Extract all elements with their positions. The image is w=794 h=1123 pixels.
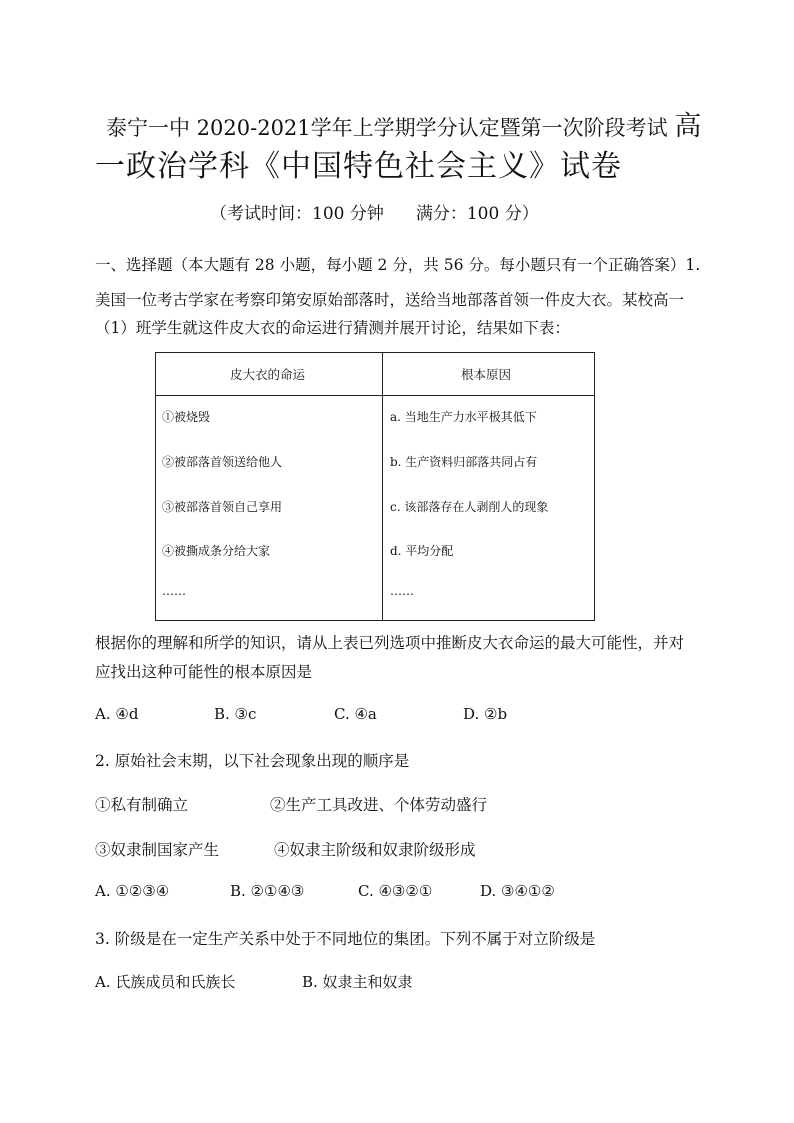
table-cell-cause: …… (390, 584, 414, 598)
table-cell-fate: ④被撕成条分给大家 (162, 544, 271, 558)
q3-option-a: A. 氏族成员和氏族长 (95, 973, 236, 991)
q3-option-b: B. 奴隶主和奴隶 (302, 973, 413, 991)
table-cell-cause: c. 该部落存在人剥削人的现象 (390, 500, 549, 514)
full-score: 满分：100 分） (415, 204, 539, 224)
table-cell-fate: ①被烧毁 (162, 410, 211, 424)
q2-option-b: B. ②①④③ (230, 882, 305, 900)
q3-stem: 3. 阶级是在一定生产关系中处于不同地位的集团。下列不属于对立阶级是 (95, 930, 596, 948)
table-cell-cause: d. 平均分配 (390, 544, 454, 558)
q1-option-d: D. ②b (463, 705, 508, 723)
q2-stem: 2. 原始社会末期，以下社会现象出现的顺序是 (95, 752, 410, 770)
q1-question-line2: 应找出这种可能性的根本原因是 (95, 663, 313, 681)
q2-option-a: A. ①②③④ (95, 882, 170, 900)
exam-info (210, 199, 539, 224)
table-header-fate: 皮大衣的命运 (230, 367, 306, 382)
table-cell-cause: a. 当地生产力水平极其低下 (390, 410, 537, 424)
table-cell-cause: b. 生产资料归部落共同占有 (390, 455, 538, 469)
table-divider-vertical (382, 353, 383, 620)
q1-stem-line2: 美国一位考古学家在考察印第安原始部落时，送给当地部落首领一件皮大衣。某校高一 (95, 291, 685, 309)
q2-item-4: ④奴隶主阶级和奴隶阶级形成 (274, 841, 476, 859)
q2-item-3: ③奴隶制国家产生 (95, 841, 220, 859)
table-header-cause: 根本原因 (461, 367, 512, 382)
section1-intro: 一、选择题（本大题有 28 小题，每小题 2 分，共 56 分。每小题只有一个正确答案）1. (95, 256, 701, 274)
q1-stem-line3: （1）班学生就这件皮大衣的命运进行猜测并展开讨论，结果如下表： (95, 319, 570, 337)
exam-title-line2: 一政治学科《中国特色社会主义》试卷 (95, 149, 622, 184)
exam-time: （考试时间：100 分钟 (210, 204, 384, 224)
q2-option-c: C. ④③②① (358, 882, 433, 900)
q2-option-d: D. ③④①② (480, 882, 555, 900)
exam-title-line1-tail: 高 (674, 111, 702, 142)
table-cell-fate: ②被部落首领送给他人 (162, 455, 283, 469)
table-cell-fate: …… (162, 584, 186, 598)
q1-option-b: B. ③c (214, 705, 257, 723)
table-divider-horizontal (156, 395, 594, 396)
q1-option-c: C. ④a (334, 705, 377, 723)
table-cell-fate: ③被部落首领自己享用 (162, 500, 283, 514)
q1-question-line1: 根据你的理解和所学的知识，请从上表已列选项中推断皮大衣命运的最大可能性，并对 (95, 634, 685, 652)
fur-coat-table (155, 352, 595, 621)
q2-item-2: ②生产工具改进、个体劳动盛行 (270, 796, 488, 814)
exam-title-line1-main: 泰宁一中 2020-2021学年上学期学分认定暨第一次阶段考试 (106, 116, 668, 140)
exam-title-line1 (106, 104, 701, 143)
q2-item-1: ①私有制确立 (95, 796, 189, 814)
q1-option-a: A. ④d (95, 705, 139, 723)
